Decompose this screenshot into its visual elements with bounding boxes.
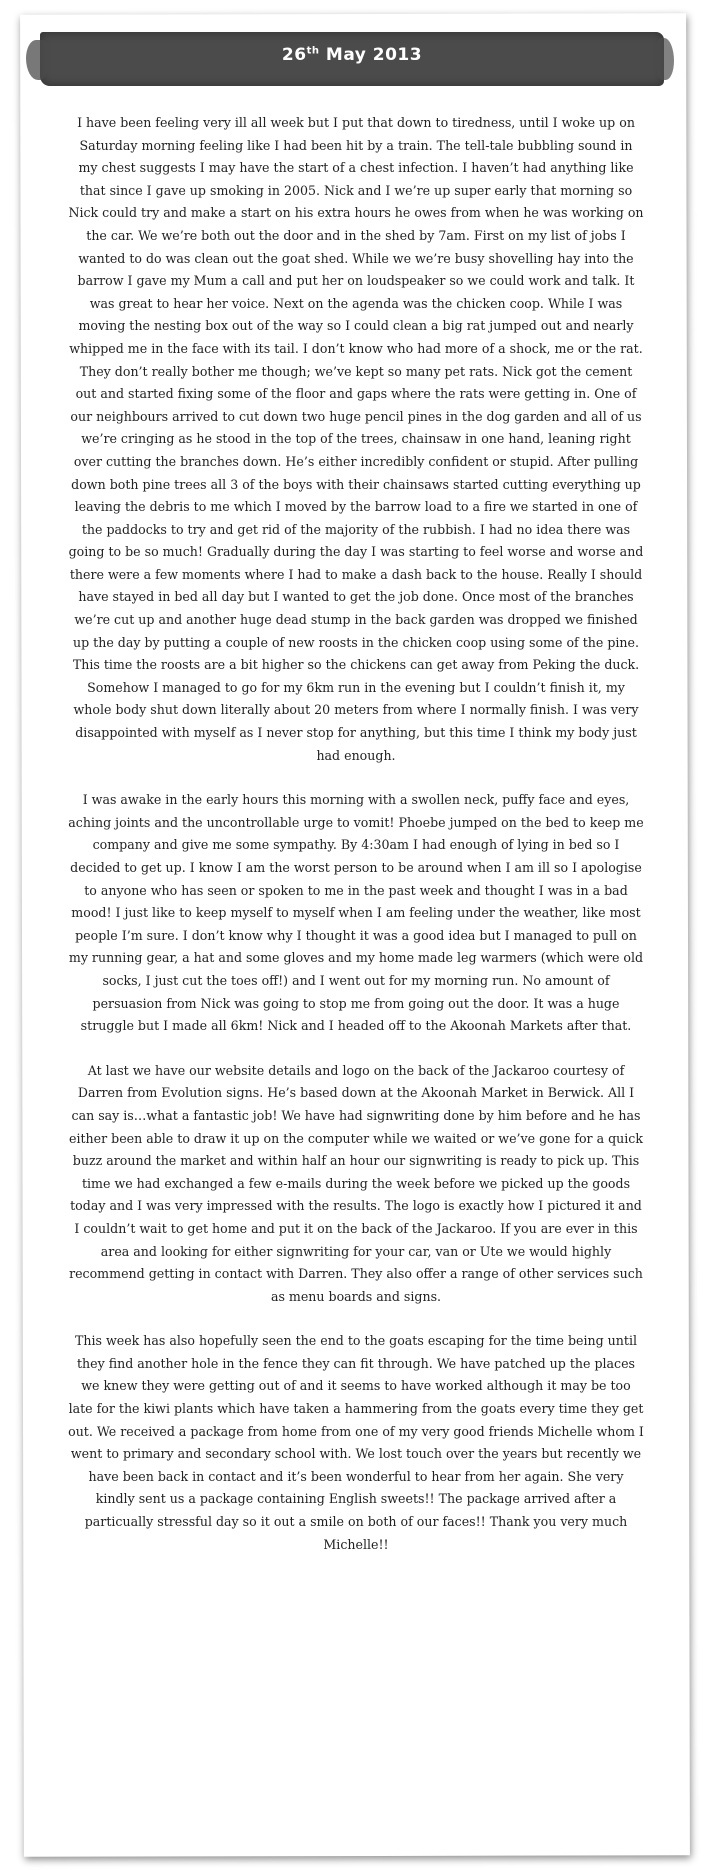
date-banner — [40, 32, 664, 86]
paragraph: I have been feeling very ill all week but I put that down to tiredness, until I woke up on Saturday morning feeling like I had been hit by a train. The tell-tale bubbling sound in my chest suggests I may have the start of a chest infection. I haven’t had anything like that since I gave up smoking in 2005. Nick and I we’re up super early that morning so Nick could try and make a start on his extra hours he owes from when he was working on the car. We we’re both out the door and in the shed by 7am. First on my list of jobs I wanted to do was clean out the goat shed. While we we’re busy shovelling hay into the barrow I gave my Mum a call and put her on loudspeaker so we could work and talk. It was great to hear her voice. Next on the agenda was the chicken coop. While I was moving the nesting box out of the way so I could clean a big rat jumped out and nearly whipped me in the face with its tail. I don’t know who had more of a shock, me or the rat. They don’t really bother me though; we’ve kept so many pet rats. Nick got the cement out and started fixing some of the floor and gaps where the rats were getting in. One of our neighbours arrived to cut down two huge pencil pines in the dog garden and all of us we’re cringing as he stood in the top of the trees, chainsaw in one hand, leaning right over cutting the branches down. He’s either incredibly confident or stupid. After pulling down both pine trees all 3 of the boys with their chainsaws started cutting everything up leaving the debris to me which I moved by the barrow load to a fire we started in one of the paddocks to try and get rid of the majority of the rubbish. I had no idea there was going to be so much! Gradually during the day I was starting to feel worse and worse and there were a few moments where I had to make a dash back to the house. Really I should have stayed in bed all day but I wanted to get the job done. Once most of the branches we’re cut up and another huge dead stump in the back garden was dropped we finished up the day by putting a couple of new roosts in the chicken coop using some of the pine. This time the roosts are a bit higher so the chickens can get away from Peking the duck. Somehow I managed to go for my 6km run in the evening but I couldn’t finish it, my whole body shut down literally about 20 meters from where I normally finish. I was very disappointed with myself as I never stop for anything, but this time I think my body just had enough. — [68, 115, 644, 763]
title-day: 26 — [281, 45, 307, 65]
paragraph: At last we have our website details and logo on the back of the Jackaroo courtesy of Darren from Evolution signs. He’s based down at the Akoonah Market in Berwick. All I can say is…what a fantastic job! We have had signwriting done by him before and he has either been able to draw it up on the computer while we waited or we’ve gone for a quick buzz around the market and within half an hour our signwriting is ready to pick up. This time we had exchanged a few e-mails during the week before we picked up the goods today and I was very impressed with the results. The logo is exactly how I pictured it and I couldn’t wait to get home and put it on the back of the Jackaroo. If you are ever in this area and looking for either signwriting for your car, van or Ute we would highly recommend getting in contact with Darren. They also offer a range of other services such as menu boards and signs. — [69, 1062, 643, 1304]
title-ordinal: th — [306, 45, 320, 57]
paragraph: This week has also hopefully seen the end to the goats escaping for the time being until they find another hole in the fence they can fit through. We have patched up the places we knew they were getting out of and it seems to have worked although it may be too late for the kiwi plants which have taken a hammering from the goats every time they get out. We received a package from home from one of my very good friends Michelle whom I went to primary and secondary school with. We lost touch over the years but recently we have been back in contact and it’s been wonderful to hear from her again. She very kindly sent us a package containing English sweets!! The package arrived after a particually stressful day so it out a smile on both of our faces!! Thank you very much Michelle!! — [68, 1333, 644, 1552]
title-month-year: May 2013 — [325, 45, 423, 65]
paragraph: I was awake in the early hours this morning with a swollen neck, puffy face and eyes, aching joints and the uncontrollable urge to vomit! Phoebe jumped on the bed to keep me company and give me some sympathy. By 4:30am I had enough of lying in bed so I decided to get up. I know I am the worst person to be around when I am ill so I apologise to anyone who has seen or spoken to me in the past week and thought I was in a bad mood! I just like to keep myself to myself when I am feeling under the weather, like most people I’m sure. I don’t know why I thought it was a good idea but I managed to pull on my running gear, a hat and some gloves and my home made leg warmers (which were old socks, I just cut the toes off!) and I went out for my morning run. No amount of persuasion from Nick was going to stop me from going out the door. It was a huge struggle but I made all 6km! Nick and I headed off to the Akoonah Markets after that. — [68, 792, 644, 1034]
diary-entry — [68, 112, 644, 1578]
page-title — [40, 45, 664, 65]
